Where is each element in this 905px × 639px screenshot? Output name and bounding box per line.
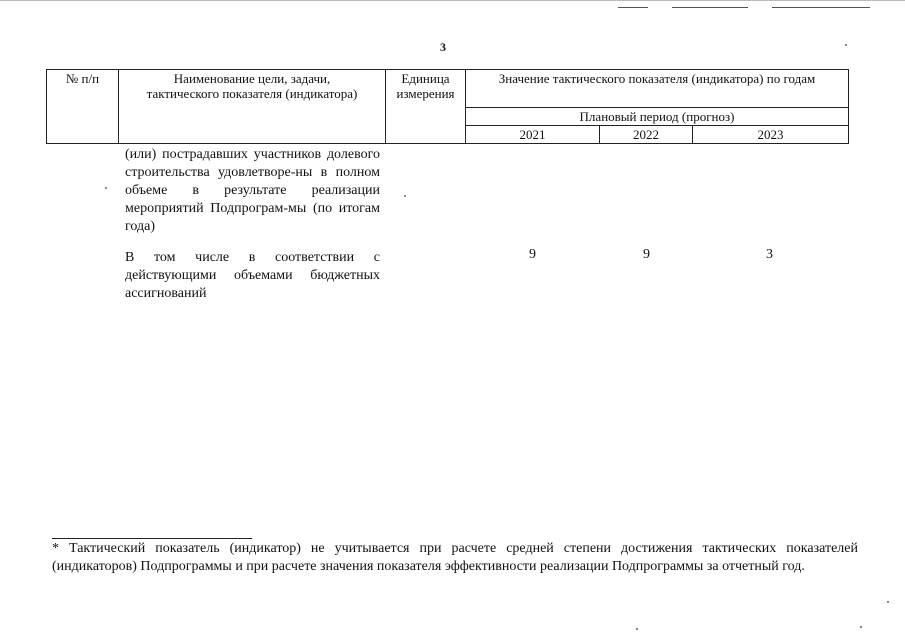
scan-speck [404,195,406,197]
header-cell-year: 2021 [466,126,600,144]
footnote-text: * Тактический показатель (индикатор) не учитывается при расчете средней степени достижения тактических показателей (индикаторов) Подпрограммы и при расчете значения показателя эффективности реализации Подпрограммы за отчетный год. [52,541,858,574]
footnote-separator [52,538,252,539]
indicator-text-subitem: В том числе в соответствии с действующими объемами бюджетных ассигнований [125,250,380,301]
value-2021: 9 [529,247,536,262]
value-2023: 3 [766,247,773,262]
header-cell-number: № п/п [47,70,119,144]
scan-speck [105,187,107,189]
header-cell-unit: Единица измерения [386,70,466,144]
header-cell-year: 2022 [600,126,693,144]
scan-speck [887,601,889,603]
header-cell-year: 2023 [693,126,849,144]
scan-artifact-line [0,0,905,1]
page-number: 3 [440,40,446,54]
header-cell-name: Наименование цели, задачи, тактического показателя (индикатора) [119,70,386,144]
indicator-text-continued: (или) пострадавших участников долевого строительства удовлетворе-ны в полном объеме в результате реализации мероприятий Подпрограм-мы (по итогам года) [125,147,380,234]
scan-speck [636,628,638,630]
indicator-table-header [46,69,849,144]
scan-artifact-line [772,7,870,8]
scan-artifact-line [618,7,648,8]
header-cell-planned-period: Плановый период (прогноз) [466,108,849,126]
scan-speck [860,626,862,628]
scan-artifact-line [672,7,748,8]
header-cell-value: Значение тактического показателя (индикатора) по годам [466,70,849,108]
value-2022: 9 [643,247,650,262]
scan-speck [845,44,847,46]
